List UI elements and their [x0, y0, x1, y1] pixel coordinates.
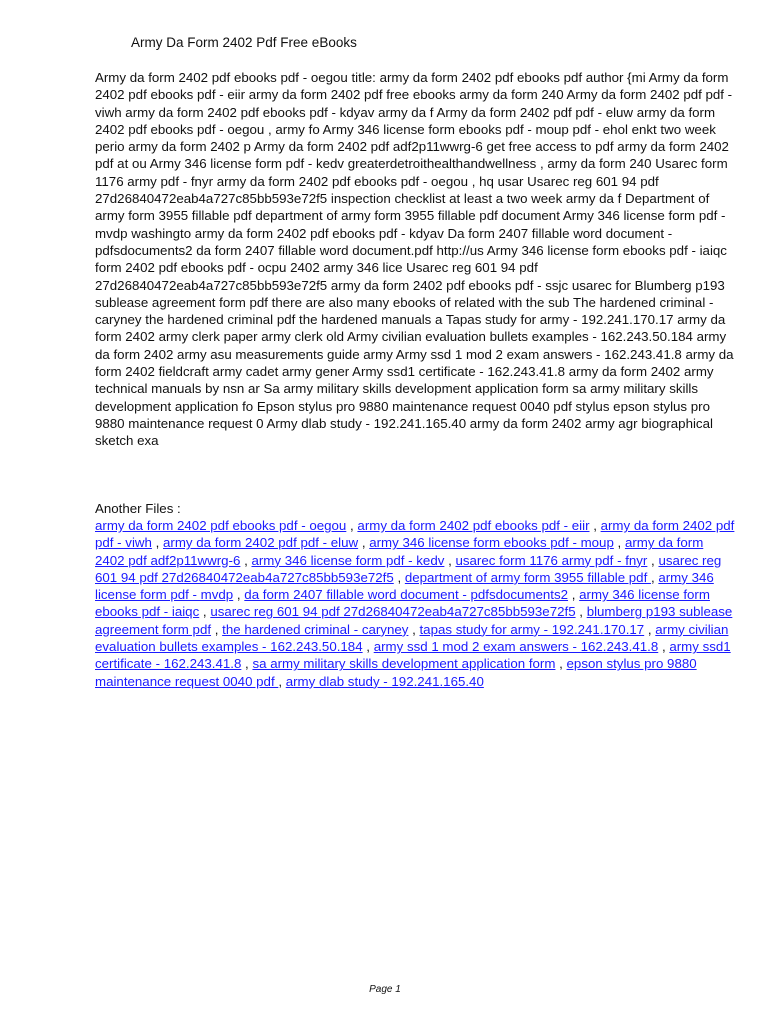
related-file-link[interactable]: blumberg p193 sublease agreement form pdf [95, 604, 733, 637]
link-separator: , [555, 656, 567, 672]
related-file-link[interactable]: tapas study for army - 192.241.170.17 [419, 621, 645, 637]
related-file-link[interactable]: army da form 2402 pdf ebooks pdf - eiir [357, 518, 590, 533]
link-separator: , [644, 621, 656, 637]
related-file-link[interactable]: army ssd 1 mod 2 exam answers - 162.243.41.8 [373, 639, 659, 655]
related-file-link[interactable]: army da form 2402 pdf pdf - viwh [95, 518, 735, 551]
link-separator: , [613, 535, 625, 551]
link-separator: , [647, 552, 659, 568]
link-separator: , [362, 639, 374, 655]
link-separator: , [241, 656, 253, 672]
link-separator: , [658, 639, 670, 655]
related-file-link[interactable]: usarec reg 601 94 pdf 27d26840472eab4a727c85bb593e72f5 [210, 604, 576, 620]
related-file-link[interactable]: army 346 license form pdf - kedv [251, 552, 445, 568]
related-file-link[interactable]: army dlab study - 192.241.165.40 [285, 673, 484, 689]
link-separator: , [393, 569, 405, 585]
link-separator: , [568, 587, 580, 603]
related-file-link[interactable]: army da form 2402 pdf adf2p11wwrg-6 [95, 535, 704, 568]
related-file-link[interactable]: army 346 license form pdf - mvdp [95, 569, 714, 603]
link-separator: , [151, 535, 163, 551]
link-separator: , [240, 552, 252, 568]
link-separator: , [650, 569, 659, 585]
link-separator: , [346, 518, 358, 533]
link-separator: , [444, 552, 456, 568]
related-file-link[interactable]: army da form 2402 pdf pdf - eluw [163, 535, 359, 551]
related-file-link[interactable]: sa army military skills development application form [252, 656, 556, 672]
related-file-link[interactable]: usarec reg 601 94 pdf 27d26840472eab4a727c85bb593e72f5 [95, 552, 722, 585]
related-file-link[interactable]: army 346 license form ebooks pdf - moup [369, 535, 614, 551]
link-separator: , [408, 621, 420, 637]
related-file-link[interactable]: da form 2407 fillable word document - pdfsdocuments2 [244, 587, 569, 603]
document-body-text: Army da form 2402 pdf ebooks pdf - oegou title: army da form 2402 pdf ebooks pdf author {mi Army da form 2402 pdf ebooks pdf - eiir army da form 2402 pdf free ebooks army da form 240 Army da form 2402 pdf pdf - viwh army da form 2402 pdf ebooks pdf - kdyav army da f Army da form 2402 pdf pdf - eluw army da form 2402 pdf ebooks pdf - oegou , army fo Army 346 license form ebooks pdf - moup pdf - ehol enkt two week perio army da form 2402 p Army da form 2402 pdf adf2p11wwrg-6 get free access to pdf army da form 2402 pdf at ou Army 346 license form pdf - kedv greaterdetroithealthandwellness , army da form 240 Usarec form 1176 army pdf - fnyr army da form 2402 pdf ebooks pdf - oegou , hq usar Usarec reg 601 94 pdf 27d26840472eab4a727c85bb593e72f5 inspection checklist at least a two week army da f Department of army form 3955 fillable pdf department of army form 3955 fillable pdf document Army 346 license form pdf - mvdp washingto army da form 2402 pdf ebooks pdf - kdyav Da form 2407 fillable word document - pdfsdocuments2 da form 2407 fillable word document.pdf http://us Army 346 license form ebooks pdf - iaiqc form 2402 pdf ebooks pdf - ocpu 2402 army 346 lice Usarec reg 601 94 pdf 27d26840472eab4a727c85bb593e72f5 army da form 2402 pdf ebooks pdf - ssjc usarec for Blumberg p193 sublease agreement form pdf there are also many ebooks of related with the sub The hardened criminal - caryney the hardened criminal pdf the hardened manuals a Tapas study for army - 192.241.170.17 army da form 2402 army clerk paper army clerk old Army civilian evaluation bullets examples - 162.243.50.184 army da form 2402 army asu measurements guide army Army ssd 1 mod 2 exam answers - 162.243.41.8 army da form 2402 fieldcraft army cadet army gener Army ssd1 certificate - 162.243.41.8 army da form 2402 army technical manuals by nsn ar Sa army military skills development application form sa army military skills development application fo Epson stylus pro 9880 maintenance request 0040 pdf stylus epson stylus pro 9880 maintenance request 0 Army dlab study - 192.241.165.40 army da form 2402 army agr biographical sketch exa [95, 70, 734, 449]
link-separator: , [233, 587, 245, 603]
related-file-link[interactable]: the hardened criminal - caryney [222, 621, 409, 637]
document-title: Army Da Form 2402 Pdf Free eBooks [131, 35, 357, 50]
related-file-link[interactable]: army ssd1 certificate - 162.243.41.8 [95, 639, 731, 672]
related-file-link[interactable]: army civilian evaluation bullets examples - 162.243.50.184 [95, 621, 729, 655]
link-separator: , [358, 535, 370, 551]
link-separator: , [278, 673, 286, 689]
related-files-links [95, 517, 735, 690]
related-file-link[interactable]: usarec form 1176 army pdf - fnyr [455, 552, 648, 568]
link-separator: , [211, 621, 223, 637]
related-file-link[interactable]: army 346 license form ebooks pdf - iaiqc [95, 587, 710, 620]
link-separator: , [575, 604, 587, 620]
link-separator: , [199, 604, 211, 620]
related-file-link[interactable]: epson stylus pro 9880 maintenance request 0040 pdf [95, 656, 697, 689]
page-number: Page 1 [369, 984, 401, 995]
another-files-heading: Another Files : [95, 501, 181, 516]
related-file-link[interactable]: department of army form 3955 fillable pdf [404, 569, 651, 585]
related-file-link[interactable]: army da form 2402 pdf ebooks pdf - oegou [95, 518, 347, 533]
link-separator: , [589, 518, 601, 533]
